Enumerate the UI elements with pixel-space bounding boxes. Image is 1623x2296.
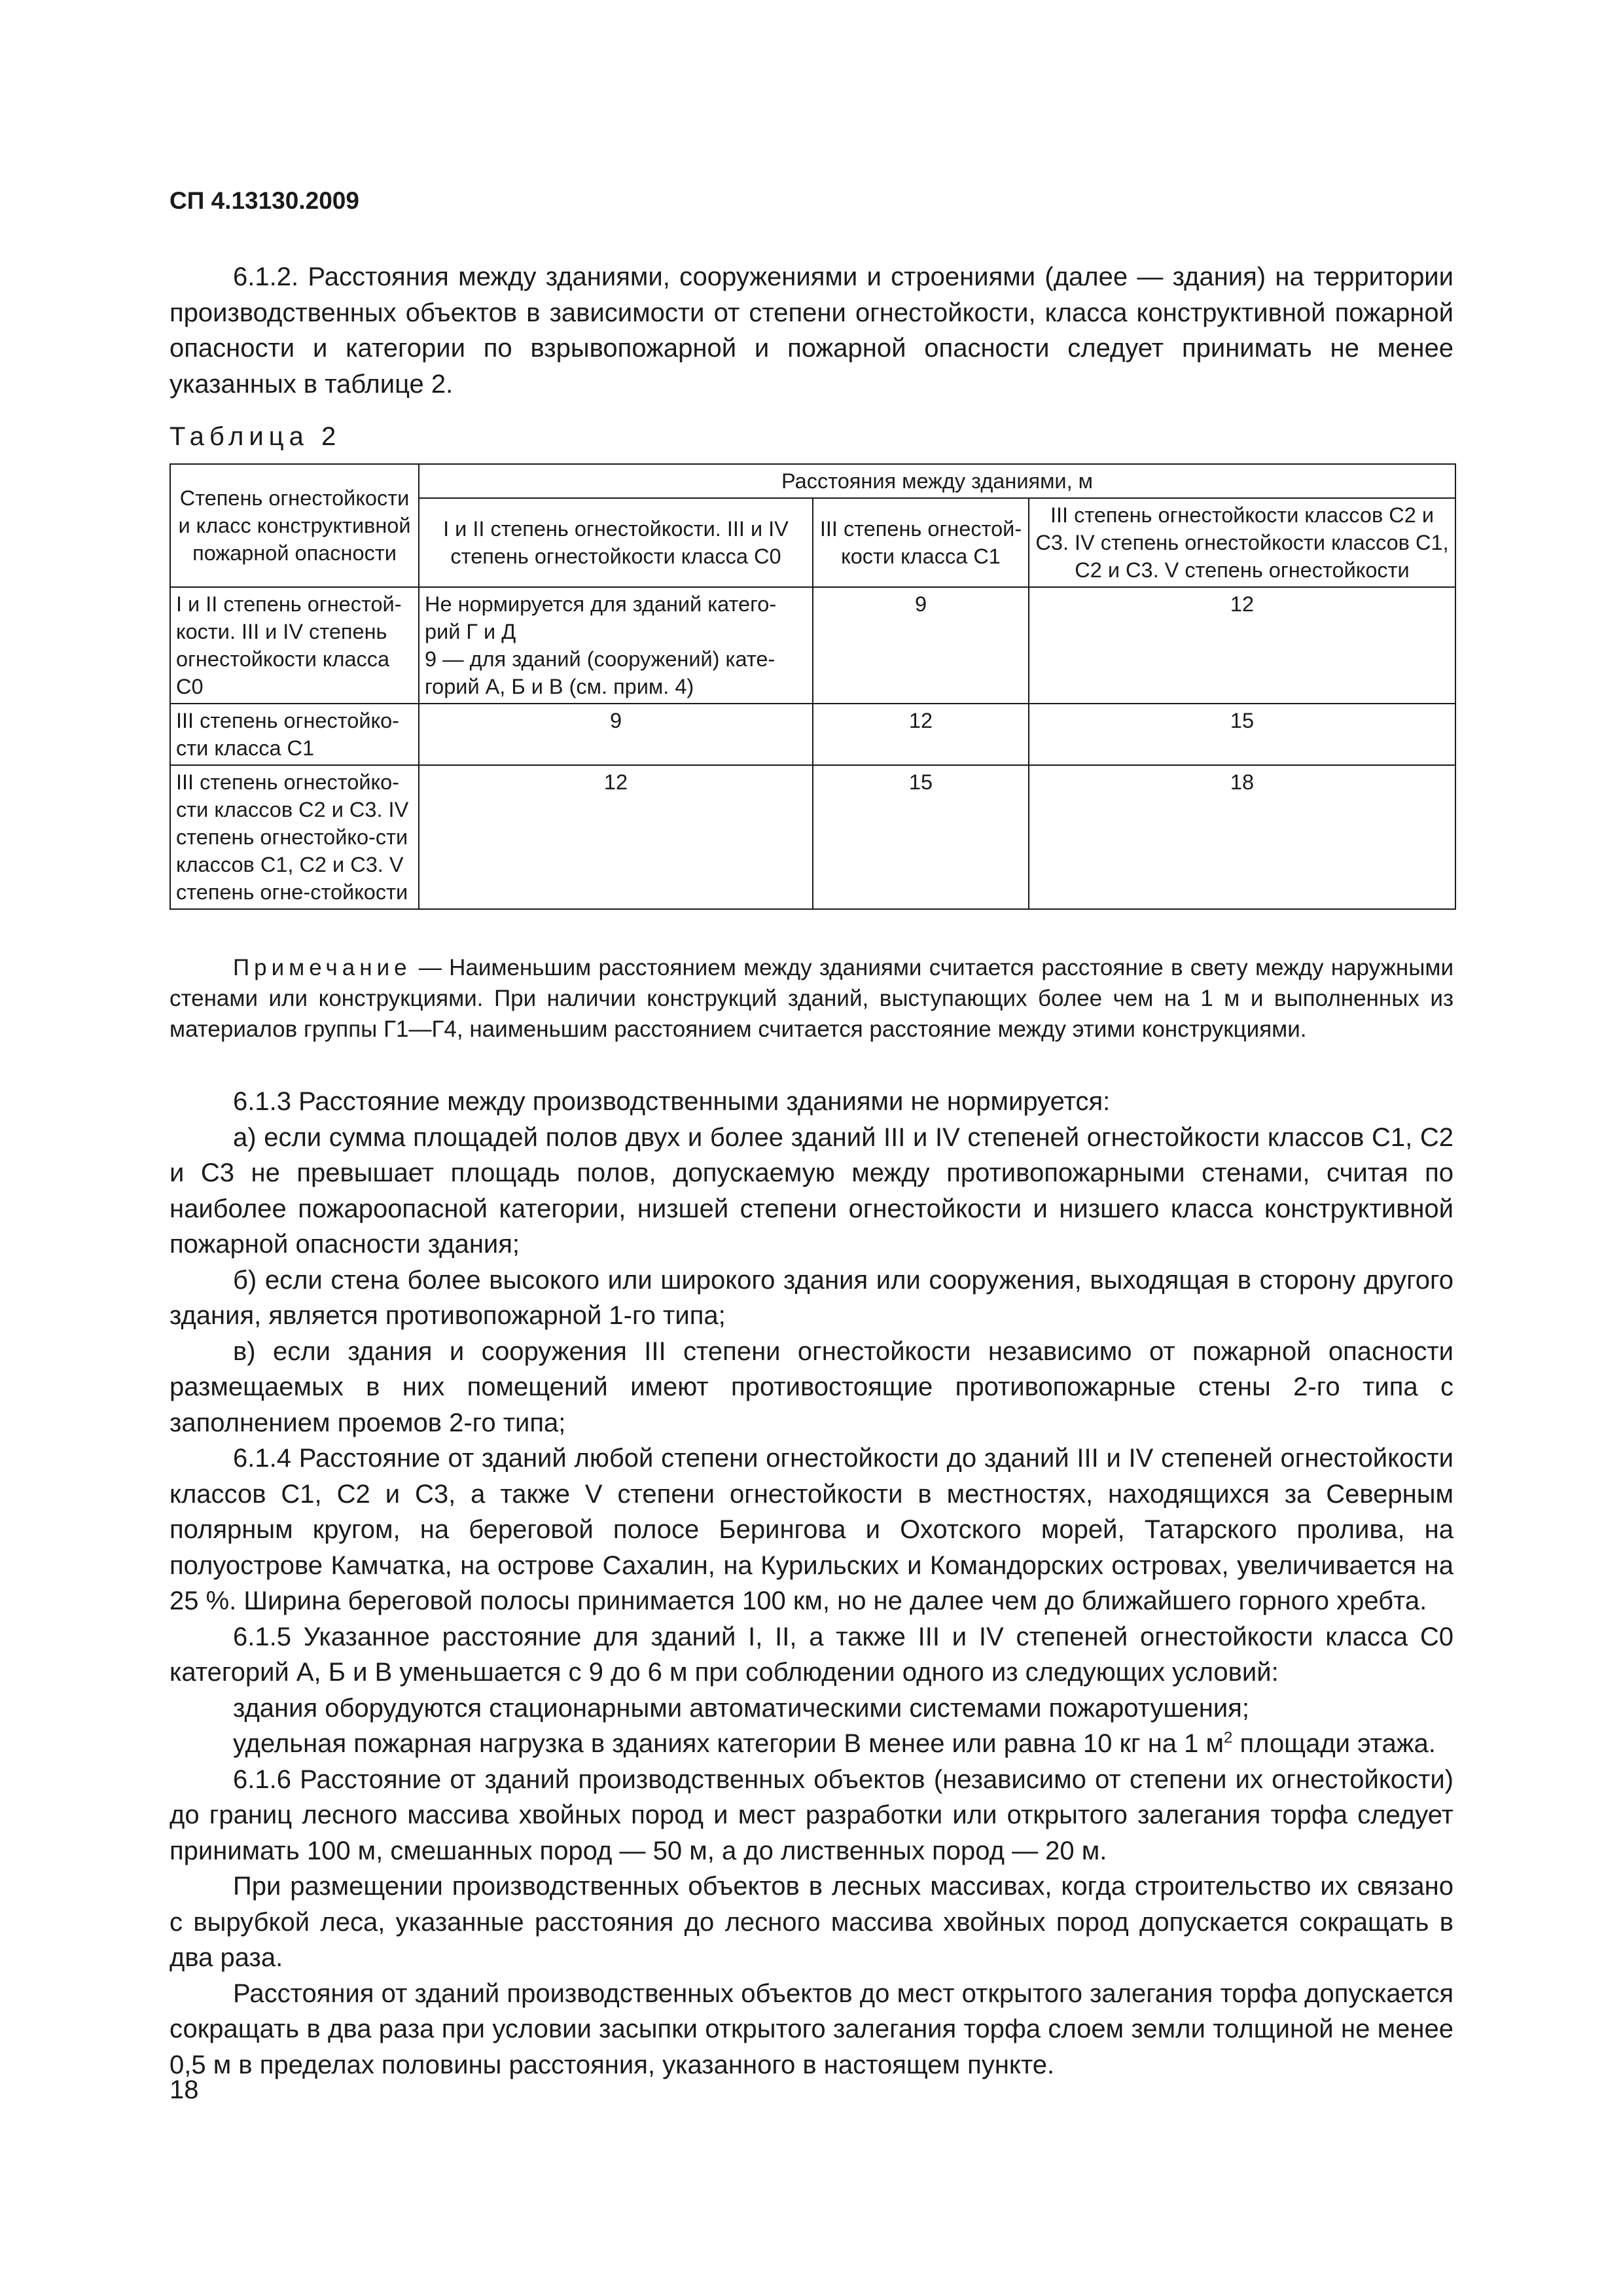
table-note: [169, 952, 1454, 1045]
paragraph: а) если сумма площадей полов двух и более зданий III и IV степеней огнестойкости классов С1, С2 и С3 не превышает площадь полов, допускаемую между противопожарными стенами, считая по наиболее пожароопасной категории, низшей степени огнестойкости и низшего класса конструктивной пожарной опасности здания;: [169, 1122, 1454, 1259]
column-header-3: III степень огнестойкости классов С2 и С3. IV степень огнестойкости классов С1, С2 и С3. V степень огнестойкости: [1029, 498, 1455, 587]
paragraph: Расстояния от зданий производственных объектов до мест открытого залегания торфа допускается сокращать в два раза при условии засыпки открытого залегания торфа слоем земли толщиной не менее 0,5 м в пределах половины расстояния, указанного в настоящем пункте.: [169, 1979, 1454, 2079]
table-header-row: [170, 464, 1455, 498]
table-cell: 15: [1029, 704, 1455, 765]
distance-table: [169, 463, 1456, 910]
paragraph: б) если стена более высокого или широкого здания или сооружения, выходящая в сторону другого здания, является противопожарной 1-го типа;: [169, 1265, 1454, 1330]
table-row: [170, 587, 1455, 704]
paragraph: 6.1.3 Расстояние между производственными зданиями не нормируется:: [233, 1087, 1111, 1116]
header-row-label: Степень огнестойкости и класс конструктивной пожарной опасности: [170, 464, 419, 587]
row-label: III степень огнестойко-сти класса С1: [170, 704, 419, 765]
table-cell: 9: [813, 587, 1029, 704]
table-row: [170, 765, 1455, 909]
table-cell: [419, 587, 813, 704]
section-6-1-2: [169, 259, 1454, 402]
text-span: удельная пожарная нагрузка в зданиях категории В менее или равна 10 кг на 1 м: [233, 1729, 1224, 1758]
text-span: площади этажа.: [1232, 1729, 1436, 1758]
table-cell: 12: [813, 704, 1029, 765]
superscript: 2: [1224, 1729, 1233, 1747]
table-cell: 12: [1029, 587, 1455, 704]
page-number: 18: [169, 2075, 199, 2104]
cell-line: Не нормируется для зданий катего-рий Г и Д: [425, 592, 777, 643]
table-row: [170, 704, 1455, 765]
document-code: СП 4.13130.2009: [169, 187, 359, 214]
paragraph: [169, 1726, 1454, 1762]
cell-line: 9 — для зданий (сооружений) кате-горий А, Б и В (см. прим. 4): [425, 647, 776, 698]
table-cell: 9: [419, 704, 813, 765]
paragraph: в) если здания и сооружения III степени огнестойкости независимо от пожарной опасности размещаемых в них помещений имеют противостоящие противопожарные стены 2-го типа с заполнением проемов 2-го типа;: [169, 1336, 1454, 1437]
header-group: Расстояния между зданиями, м: [419, 464, 1455, 498]
paragraph: При размещении производственных объектов в лесных массивах, когда строительство их связано с вырубкой леса, указанные расстояния до лесного массива хвойных пород допускается сокращать в два раза.: [169, 1872, 1454, 1972]
column-header-2: III степень огнестой-кости класса С1: [813, 498, 1029, 587]
paragraph: здания оборудуются стационарными автоматическими системами пожаротушения;: [233, 1693, 1249, 1723]
note-label: Примечание: [233, 955, 412, 980]
table-cell: 12: [419, 765, 813, 909]
paragraph: 6.1.5 Указанное расстояние для зданий I, II, а также III и IV степеней огнестойкости класса С0 категорий А, Б и В уменьшается с 9 до 6 м при соблюдении одного из следующих условий:: [169, 1622, 1454, 1687]
paragraph-6-1-2: 6.1.2. Расстояния между зданиями, сооружениями и строениями (далее — здания) на территории производственных объектов в зависимости от степени огнестойкости, класса конструктивной пожарной опасности и категории по взрывопожарной и пожарной опасности следует принимать не менее указанных в таблице 2.: [169, 262, 1454, 399]
sections-6-1-3-to-6-1-6: [169, 1084, 1454, 2083]
column-header-1: I и II степень огнестойкости. III и IV степень огнестойкости класса С0: [419, 498, 813, 587]
row-label: III степень огнестойко-сти классов С2 и С3. IV степень огнестойко-сти классов С1, С2 и С3. V степень огне-стойкости: [170, 765, 419, 909]
row-label: I и II степень огнестой-кости. III и IV степень огнестойкости класса С0: [170, 587, 419, 704]
table-cell: 18: [1029, 765, 1455, 909]
table-cell: 15: [813, 765, 1029, 909]
table-caption: Таблица 2: [169, 422, 342, 451]
note-text: — Наименьшим расстоянием между зданиями считается расстояние в свету между наружными стенами или конструкциями. При наличии конструкций зданий, выступающих более чем на 1 м и выполненных из материалов группы Г1—Г4, наименьшим расстоянием считается расстояние между этими конструкциями.: [169, 955, 1454, 1042]
paragraph: 6.1.6 Расстояние от зданий производственных объектов (независимо от степени их огнестойкости) до границ лесного массива хвойных пород и мест разработки или открытого залегания торфа следует принимать 100 м, смешанных пород — 50 м, а до лиственных пород — 20 м.: [169, 1765, 1454, 1865]
paragraph: 6.1.4 Расстояние от зданий любой степени огнестойкости до зданий III и IV степеней огнестойкости классов С1, С2 и С3, а также V степени огнестойкости в местностях, находящихся за Северным полярным кругом, на береговой полосе Берингова и Охотского морей, Татарского пролива, на полуострове Камчатка, на острове Сахалин, на Курильских и Командорских островах, увеличивается на 25 %. Ширина береговой полосы принимается 100 км, но не далее чем до ближайшего горного хребта.: [169, 1444, 1454, 1615]
